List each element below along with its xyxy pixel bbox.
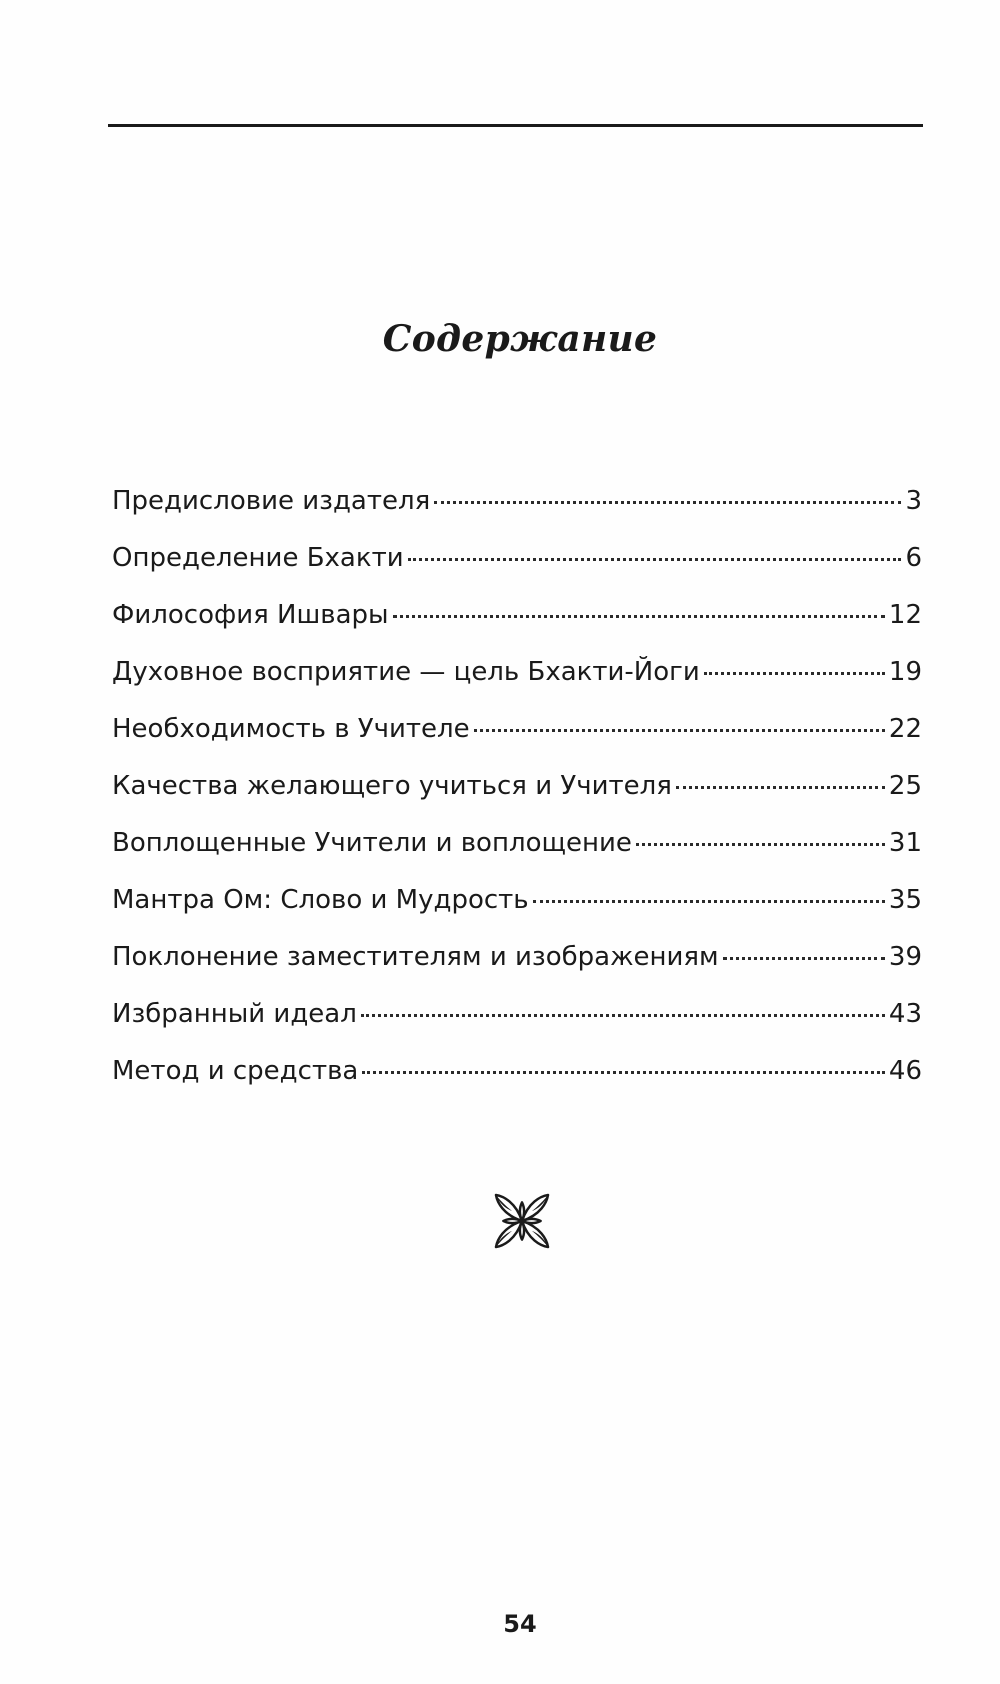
dot-leader <box>408 558 902 561</box>
toc-entry-title: Избранный идеал <box>112 999 357 1029</box>
toc-entry-title: Воплощенные Учители и воплощение <box>112 828 632 858</box>
table-of-contents <box>112 486 922 1113</box>
dot-leader <box>676 786 885 789</box>
toc-entry-page: 19 <box>888 657 922 687</box>
toc-entry-title: Философия Ишвары <box>112 600 389 630</box>
toc-entry-title: Метод и средства <box>112 1056 359 1086</box>
toc-entry[interactable] <box>112 657 922 714</box>
toc-entry-title: Предисловие издателя <box>112 486 431 516</box>
toc-entry-page: 6 <box>905 543 922 573</box>
header-rule <box>108 124 923 127</box>
toc-entry-page: 25 <box>888 771 922 801</box>
toc-entry[interactable] <box>112 486 922 543</box>
toc-entry-page: 35 <box>888 885 922 915</box>
dot-leader <box>636 843 885 846</box>
toc-entry[interactable] <box>112 543 922 600</box>
toc-entry-page: 3 <box>905 486 922 516</box>
floral-ornament-icon <box>491 1190 553 1252</box>
dot-leader <box>533 900 885 903</box>
toc-entry[interactable] <box>112 942 922 999</box>
toc-entry-title: Мантра Ом: Слово и Мудрость <box>112 885 529 915</box>
toc-entry-page: 39 <box>888 942 922 972</box>
page-title: Содержание <box>382 318 658 360</box>
toc-entry-page: 31 <box>888 828 922 858</box>
toc-entry-title: Качества желающего учиться и Учителя <box>112 771 672 801</box>
toc-entry-title: Определение Бхакти <box>112 543 404 573</box>
toc-entry-title: Необходимость в Учителе <box>112 714 470 744</box>
toc-entry[interactable] <box>112 714 922 771</box>
dot-leader <box>393 615 885 618</box>
toc-entry-page: 12 <box>888 600 922 630</box>
toc-entry-page: 43 <box>888 999 922 1029</box>
dot-leader <box>474 729 885 732</box>
toc-entry[interactable] <box>112 885 922 942</box>
page-number: 54 <box>503 1610 537 1638</box>
toc-entry[interactable] <box>112 600 922 657</box>
toc-entry-page: 46 <box>888 1056 922 1086</box>
dot-leader <box>362 1071 885 1074</box>
dot-leader <box>434 501 901 504</box>
dot-leader <box>704 672 885 675</box>
toc-entry[interactable] <box>112 771 922 828</box>
toc-entry-title: Духовное восприятие — цель Бхакти-Йоги <box>112 657 700 687</box>
toc-entry-title: Поклонение заместителям и изображениям <box>112 942 719 972</box>
toc-entry[interactable] <box>112 999 922 1056</box>
dot-leader <box>361 1014 885 1017</box>
toc-entry[interactable] <box>112 1056 922 1113</box>
dot-leader <box>723 957 885 960</box>
toc-entry[interactable] <box>112 828 922 885</box>
toc-entry-page: 22 <box>888 714 922 744</box>
